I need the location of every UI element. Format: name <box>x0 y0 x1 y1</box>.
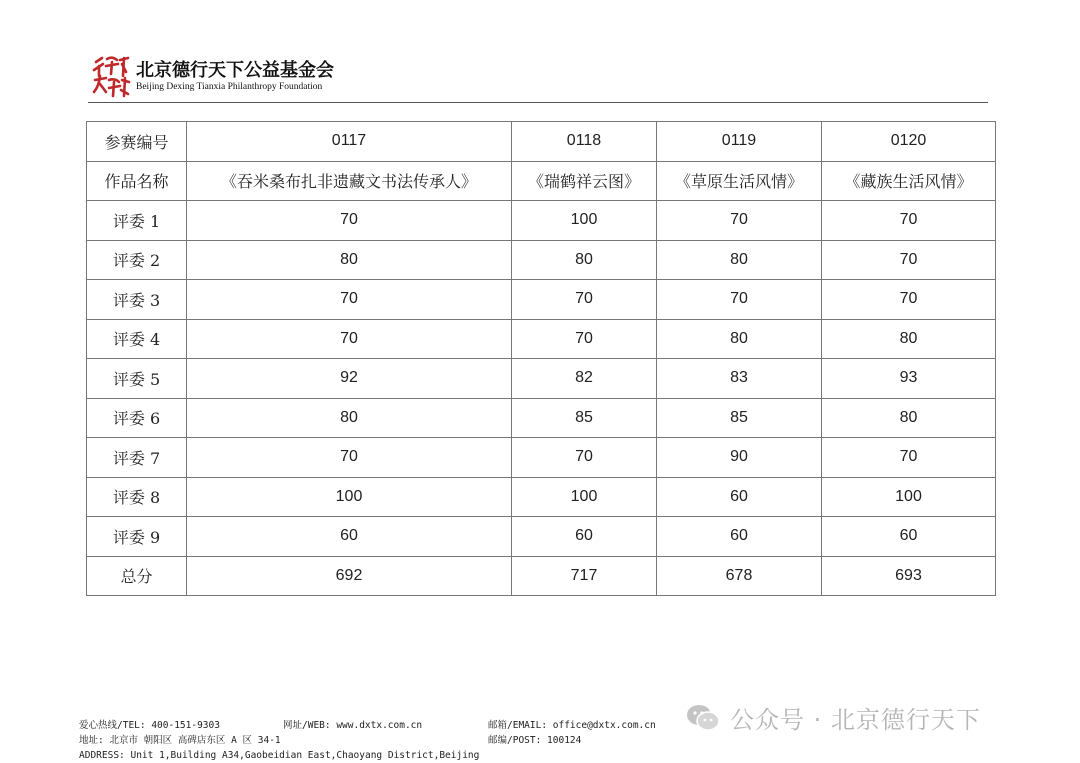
table-cell: 60 <box>822 517 996 557</box>
row-label: 评委 4 <box>87 319 187 359</box>
table-cell: 60 <box>657 477 822 517</box>
row-label: 评委 6 <box>87 398 187 438</box>
table-cell: 100 <box>822 477 996 517</box>
table-cell: 82 <box>512 359 657 399</box>
org-name-en: Beijing Dexing Tianxia Philanthropy Foundation <box>136 81 323 92</box>
score-table <box>86 121 996 596</box>
logo-glyph <box>90 54 132 100</box>
table-row <box>87 201 996 241</box>
row-label: 评委 7 <box>87 438 187 478</box>
table-cell: 80 <box>822 319 996 359</box>
table-cell: 85 <box>512 398 657 438</box>
table-row <box>87 477 996 517</box>
table-cell: 70 <box>512 280 657 320</box>
table-cell: 60 <box>657 517 822 557</box>
table-cell: 70 <box>512 319 657 359</box>
row-label: 总分 <box>87 556 187 596</box>
table-cell: 90 <box>657 438 822 478</box>
table-row <box>87 161 996 201</box>
table-cell: 80 <box>512 240 657 280</box>
table-cell: 《吞米桑布扎非遗藏文书法传承人》 <box>187 161 512 201</box>
calligraphy-seal-logo <box>90 54 132 100</box>
table-cell: 70 <box>187 201 512 241</box>
table-cell: 692 <box>187 556 512 596</box>
table-cell: 0117 <box>187 122 512 162</box>
brand-block <box>136 59 334 93</box>
row-label: 评委 3 <box>87 280 187 320</box>
row-label: 参赛编号 <box>87 122 187 162</box>
table-cell: 70 <box>657 280 822 320</box>
table-cell: 70 <box>187 280 512 320</box>
table-row <box>87 280 996 320</box>
row-label: 作品名称 <box>87 161 187 201</box>
table-cell: 《藏族生活风情》 <box>822 161 996 201</box>
table-cell: 92 <box>187 359 512 399</box>
table-cell: 《草原生活风情》 <box>657 161 822 201</box>
footer-post: 邮编/POST: 100124 <box>488 735 582 746</box>
table-cell: 80 <box>187 240 512 280</box>
table-cell: 70 <box>512 438 657 478</box>
table-cell: 100 <box>187 477 512 517</box>
table-cell: 693 <box>822 556 996 596</box>
watermark-text: 公众号 · 北京德行天下 <box>730 706 981 734</box>
footer-address-cn: 地址: 北京市 朝阳区 高碑店东区 A 区 34-1 <box>79 735 281 746</box>
score-table-body <box>87 122 996 596</box>
letterhead <box>90 52 334 102</box>
table-row <box>87 517 996 557</box>
table-row <box>87 438 996 478</box>
table-cell: 80 <box>187 398 512 438</box>
footer-tel: 爱心热线/TEL: 400-151-9303 <box>79 720 220 731</box>
table-row <box>87 319 996 359</box>
table-cell: 678 <box>657 556 822 596</box>
table-cell: 70 <box>657 201 822 241</box>
wechat-icon <box>686 703 720 733</box>
footer-address-en: ADDRESS: Unit 1,Building A34,Gaobeidian East,Chaoyang District,Beijing <box>79 750 480 761</box>
table-cell: 100 <box>512 477 657 517</box>
table-cell: 80 <box>657 319 822 359</box>
table-cell: 70 <box>822 438 996 478</box>
table-cell: 93 <box>822 359 996 399</box>
footer-email: 邮箱/EMAIL: office@dxtx.com.cn <box>488 720 656 731</box>
table-row <box>87 122 996 162</box>
table-cell: 0118 <box>512 122 657 162</box>
table-cell: 0120 <box>822 122 996 162</box>
wechat-watermark <box>686 700 981 735</box>
table-cell: 80 <box>822 398 996 438</box>
table-cell: 70 <box>187 319 512 359</box>
row-label: 评委 9 <box>87 517 187 557</box>
table-cell: 717 <box>512 556 657 596</box>
table-row <box>87 398 996 438</box>
row-label: 评委 5 <box>87 359 187 399</box>
table-cell: 70 <box>822 280 996 320</box>
table-cell: 100 <box>512 201 657 241</box>
table-cell: 70 <box>187 438 512 478</box>
table-row <box>87 240 996 280</box>
header-divider <box>88 102 988 103</box>
table-row <box>87 556 996 596</box>
table-cell: 85 <box>657 398 822 438</box>
table-cell: 60 <box>187 517 512 557</box>
row-label: 评委 1 <box>87 201 187 241</box>
table-cell: 0119 <box>657 122 822 162</box>
row-label: 评委 8 <box>87 477 187 517</box>
table-cell: 《瑞鹤祥云图》 <box>512 161 657 201</box>
footer-web: 网址/WEB: www.dxtx.com.cn <box>283 720 423 731</box>
table-row <box>87 359 996 399</box>
table-cell: 70 <box>822 240 996 280</box>
table-cell: 80 <box>657 240 822 280</box>
table-cell: 83 <box>657 359 822 399</box>
table-cell: 60 <box>512 517 657 557</box>
row-label: 评委 2 <box>87 240 187 280</box>
org-name-cn: 北京德行天下公益基金会 <box>136 59 334 81</box>
table-cell: 70 <box>822 201 996 241</box>
